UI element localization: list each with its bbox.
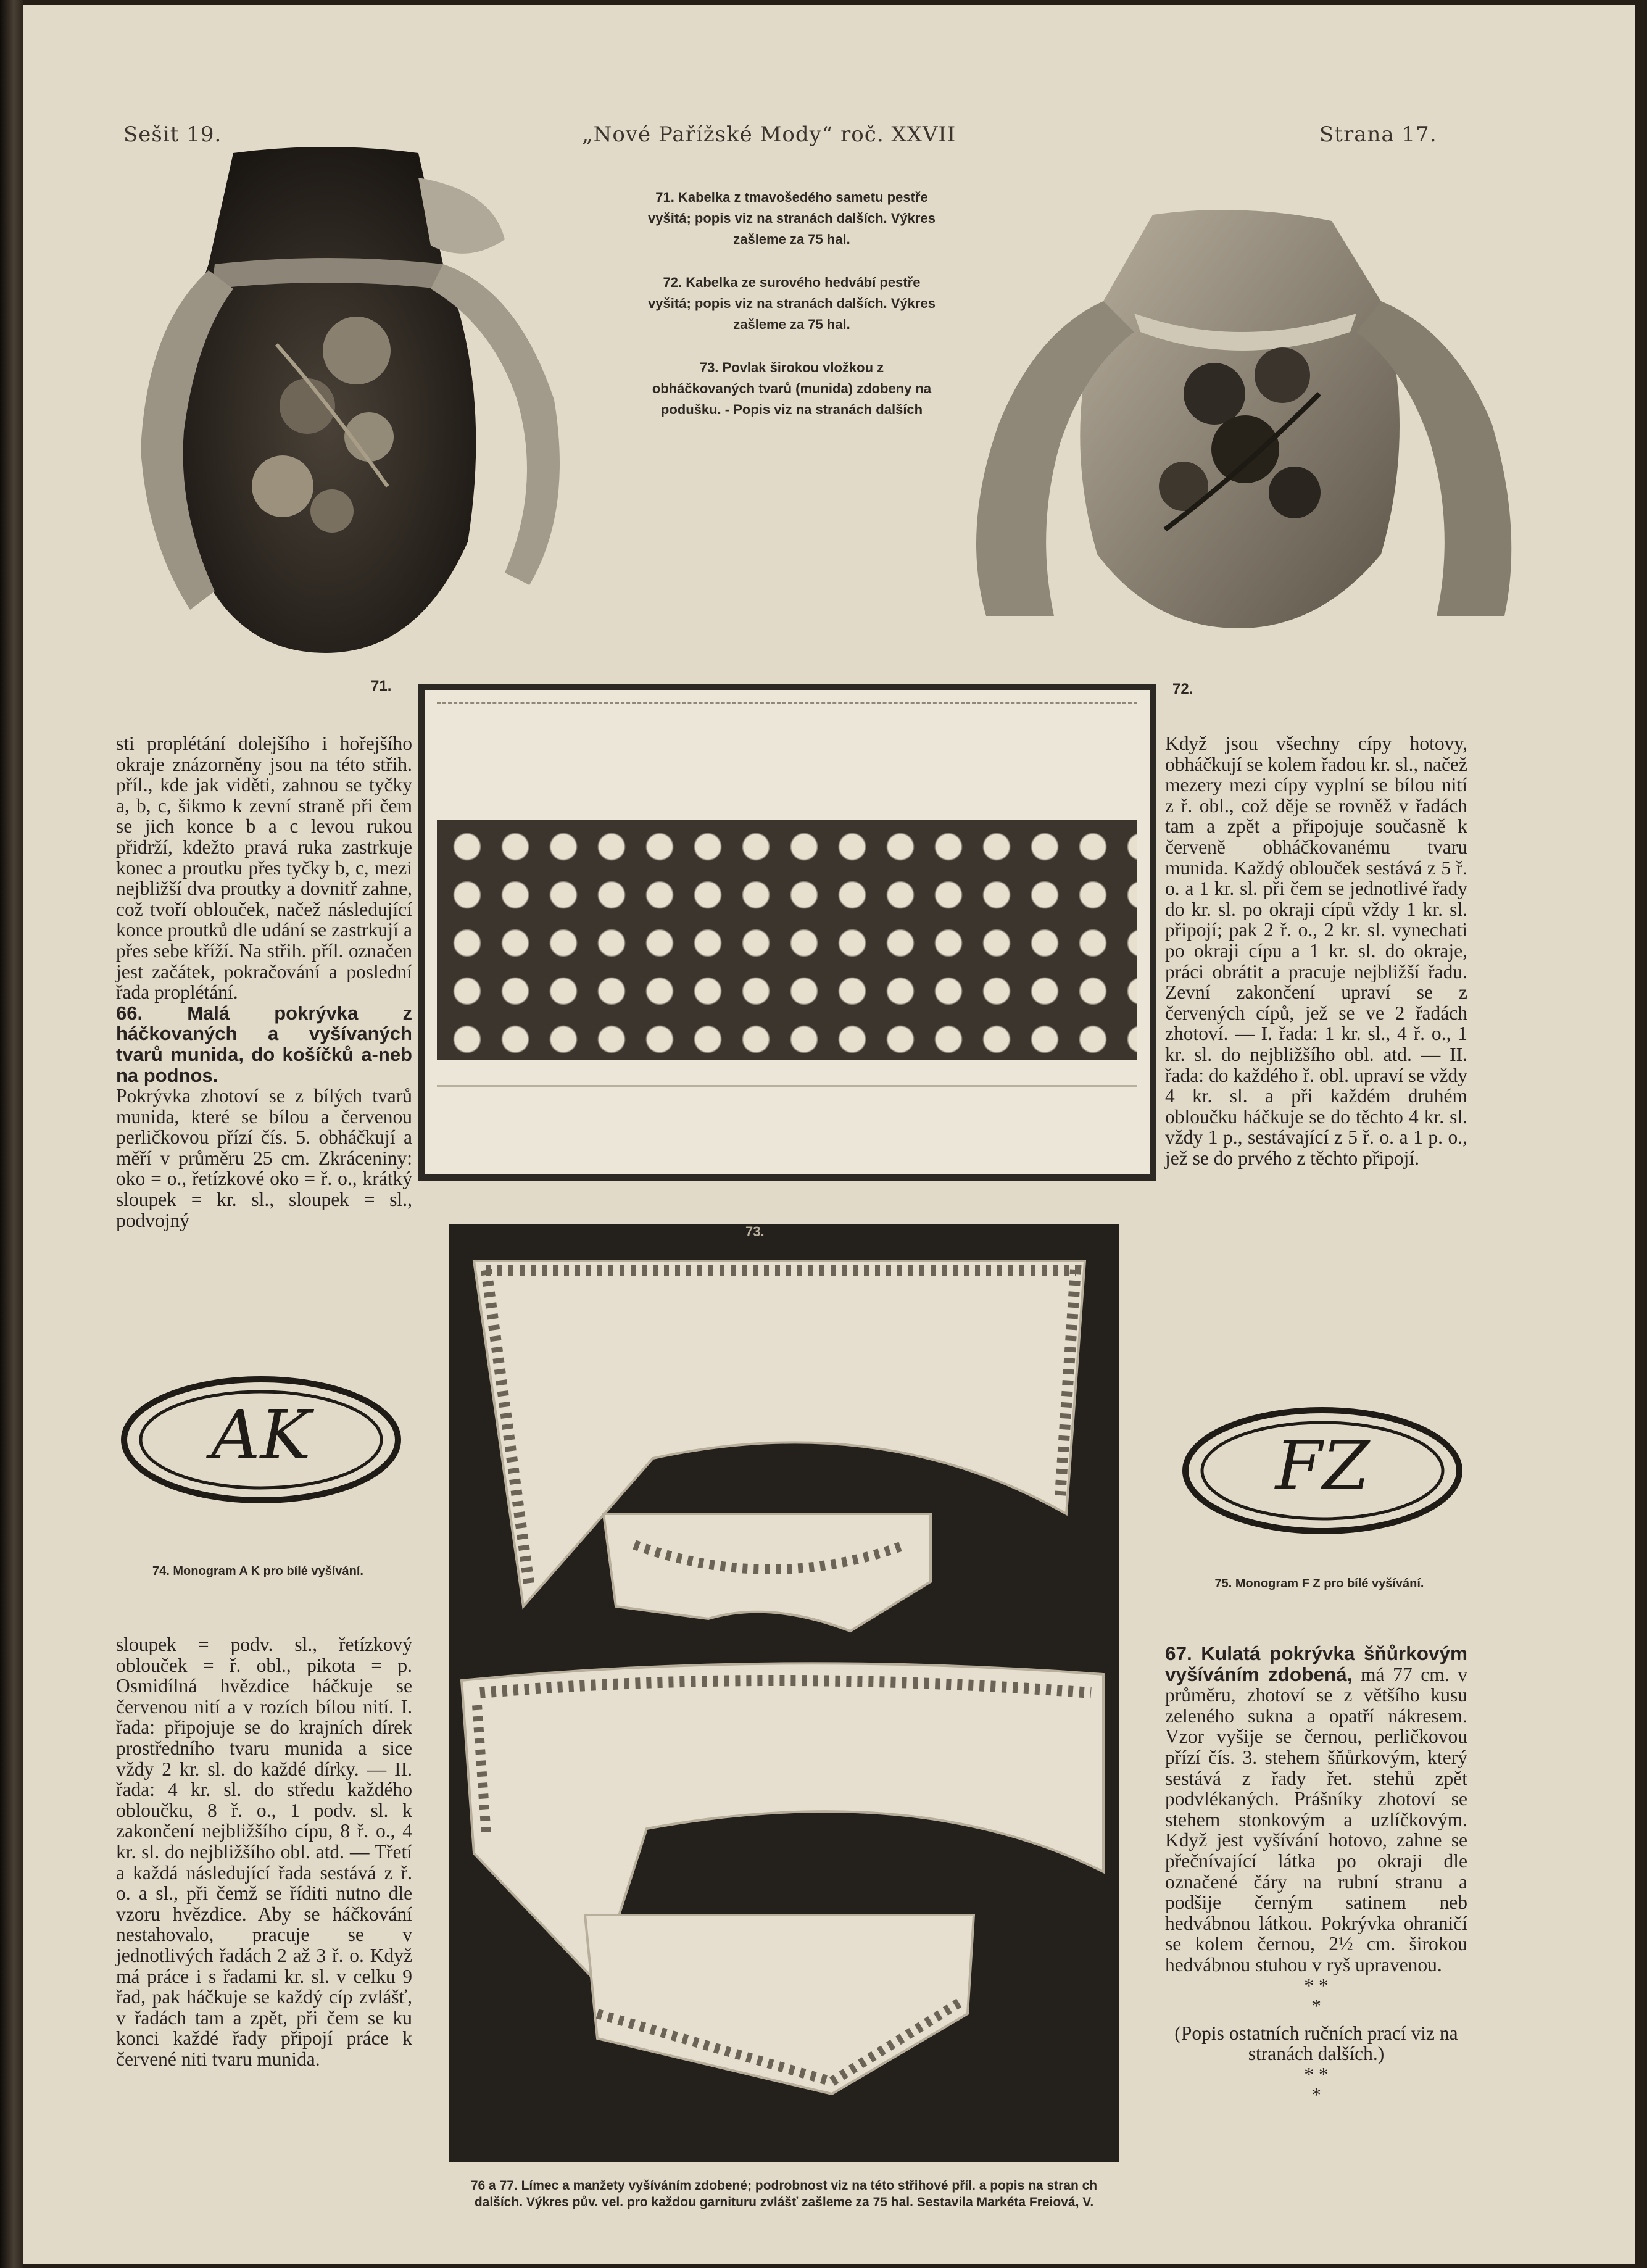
caption-76-77: 76 a 77. Límec a manžety vyšíváním zdobené; podrobnost viz na této střihové příl. a popis na stran ch dalších. Výkres pův. vel. pro každou garnituru zvlášť zašleme za 75 hal. Sestavila Markéta Freiová, V. (470, 2179, 1098, 2209)
caption-72: 72. Kabelka ze surového hedvábí pestře vyšitá; popis viz na stranách dalších. Výkres zašleme za 75 hal. (648, 275, 936, 332)
fig-number-71: 71. (371, 678, 392, 694)
binding-edge (0, 0, 23, 2268)
left-column-top (116, 733, 412, 1231)
magazine-page (23, 5, 1635, 2264)
monogram-fz-letters: FZ (1275, 1426, 1370, 1505)
caption-75: 75. Monogram F Z pro bílé vyšívání. (1214, 1577, 1424, 1590)
pillow-73-photo (418, 684, 1156, 1181)
left-paragraph-66: Pokrývka zhotoví se z bílých tvarů munida, které se bílou a červenou perličkovou přízí čís. 5. obháčkují a měří v průměru 25 cm. Zkráceniny: oko = o., řetízkové oko = ř. o., krátký sloupek = kr. sl., sloupek = sl., podvojný (116, 1085, 412, 1231)
handbag-72-illustration (949, 209, 1529, 634)
separator-stars-4: * (1311, 2084, 1321, 2106)
right-column-bottom (1165, 1643, 1467, 2106)
caption-71: 71. Kabelka z tmavošedého sametu pestře vyšitá; popis viz na stranách dalších. Výkres zašleme za 75 hal. (648, 189, 936, 247)
monogram-ak-illustration (116, 1372, 406, 1526)
header-title: „Nové Pařížské Mody“ roč. XXVII (582, 122, 956, 147)
more-works-note: (Popis ostatních ručních prací viz na stranách dalších.) (1174, 2022, 1458, 2065)
separator-stars-3: * * (1304, 2063, 1329, 2085)
section-66-heading: 66. Malá pokrývka z háčkovaných a vyšívaných tvarů munida, do košíčků a-neb na podnos. (116, 1002, 412, 1086)
munida-lace-insert (437, 820, 1137, 1060)
caption-73: 73. Povlak širokou vložkou z obháčkovaných tvarů (munida) zdobeny na podušku. - Popis viz na stranách dalších (652, 360, 932, 417)
fig-number-72: 72. (1172, 681, 1193, 697)
caption-74: 74. Monogram A K pro bílé vyšívání. (152, 1564, 363, 1578)
left-paragraph-braiding: sti proplétání dolejšího i hořejšího okraje znázorněny jsou na této střih. příl., kde jak viděti, zahnou se tyčky a, b, c, šikmo k zevní straně při čem se jich konce b a c levou rukou přidrží, kdežto pravá ruka zastrkuje konec a proutku přes tyčky b, c, mezi nejbližší dva proutky a dovnitř zahne, což tvoří oblouček, načež následující konce proutků dle udání se zastrkují a přes sebe kříží. Na střih. příl. označen jest začátek, pokračování a poslední řada proplétání. (116, 733, 412, 1003)
top-captions (647, 187, 937, 442)
left-paragraph-crochet: sloupek = podv. sl., řetízkový oblouček = ř. obl., pikota = p. Osmidílná hvězdice háčkuje se červenou nití a v rozích bílou nití. I. řada: připojuje se do krajních dírek prostředního tvaru munida a sice vždy 2 kr. sl. do každé dírky. — II. řada: 4 kr. sl. do středu každého obloučku, 8 ř. o., 1 podv. sl. k zakončení nejbližšího cípu, 8 ř. o., 4 kr. sl. do nejbližšího obl. atd. — Třetí a každá následující řada sestává z ř. o. a sl., při čemž se říditi nutno dle vzoru hvězdice. Aby se háčkování nestahovalo, pracuje se v jednotlivých řadách 2 až 3 ř. o. Když má práce i s řadami kr. sl. v celku 9 řad, pak háčkuje se každý cíp zvlášť, v řadách tam a zpět, při čem se ku konci každé řady připojí práce k červené niti tvaru munida. (116, 1634, 412, 2070)
header-issue: Sešit 19. (123, 122, 222, 147)
section-67-text: má 77 cm. v průměru, zhotoví se z většího kusu zeleného sukna a opatří nákresem. Vzor vyšije se černou, perličkovou přízí čís. 3. stehem šňůrkovým, který sestává z řady řet. stehů zpět podvlékaných. Prášníky zhotoví se stehem stonkovým a uzlíčkovým. Když jest vyšívání hotovo, zahne se přečnívající látka po okraji dle označené čáry na rubní stranu a podšije černým satinem neb hedvábnou látkou. Pokrývka ohraničí se kolem černou, 2½ cm. širokou hedvábnou stuhou v ryš upravenou. (1165, 1663, 1468, 1975)
handbag-71-illustration (122, 141, 610, 665)
collar-pieces-illustration (449, 1224, 1119, 2162)
right-column-top (1165, 733, 1467, 1168)
section-67-heading: 67. Kulatá pokrývka šňůrkovým vyšíváním zdobená, (1165, 1642, 1467, 1685)
left-column-bottom (116, 1634, 412, 2069)
separator-stars-2: * (1311, 1995, 1321, 2017)
header-page: Strana 17. (1319, 122, 1437, 147)
fig-number-73: 73. (745, 1224, 765, 1239)
collar-cuffs-photo (449, 1224, 1119, 2162)
monogram-ak-letters: AK (211, 1395, 311, 1474)
separator-stars-1: * * (1304, 1974, 1329, 1996)
monogram-fz-illustration (1177, 1403, 1467, 1557)
right-paragraph-crochet: Když jsou všechny cípy hotovy, obháčkují se kolem řadou kr. sl., načež mezery mezi cípy vyplní se bílou nití z ř. obl., což děje se rovněž v řadách tam a zpět a připojuje současně k červeně obháčkovanému tvaru munida. Každý oblouček sestává z 5 ř. o. a 1 kr. sl. při čem se jednotlivé řady do kr. sl. po okraji cípů vždy 1 kr. sl. připojí; pak 2 ř. o., 2 kr. sl. vynechati po okraji cípu a 1 kr. sl. do okraje, práci obrátit a pracuje nejbližší řadu. Zevní zakončení upraví se z červených cípů, jež se ve 2 řadách zhotoví. — I. řada: 1 kr. sl., 4 ř. o., 1 kr. sl. do nejbližšího obl. atd. — II. řada: do každého ř. obl. upraví se vždy 4 kr. sl. a při každém druhém obloučku háčkuje se do těchto 4 kr. sl. vždy 1 p., sestávající z 5 ř. o. a 1 p. o., jež se do prvého z těchto připojí. (1165, 733, 1467, 1169)
